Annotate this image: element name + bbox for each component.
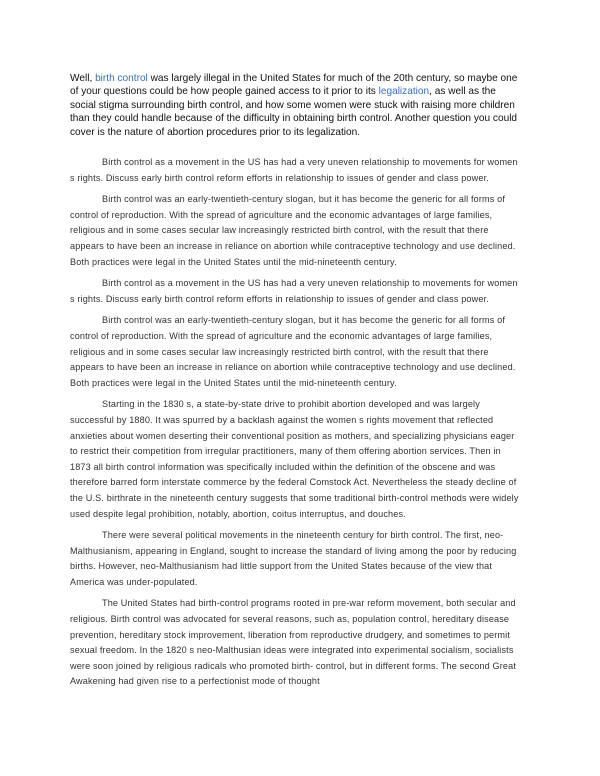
intro-paragraph bbox=[70, 72, 524, 139]
legalization-link[interactable]: legalization bbox=[378, 86, 430, 98]
body-paragraph: Starting in the 1830 s, a state-by-state drive to prohibit abortion developed and was largely successful by 1880. It was spurred by a backlash against the women s rights movement that reflected anxieties about women deserting their conventional position as mothers, and specializing physicians eager to restrict their competition from irregular practitioners, many of them offering abortion services. Then in 1873 all birth control information was specifically included within the definition of the obscene and was therefore barred form interstate commerce by the federal Comstock Act. Nevertheless the steady decline of the U.S. birthrate in the nineteenth century suggests that some traditional birth-control methods were widely used despite legal prohibition, notably, abortion, coitus interruptus, and douches. bbox=[70, 399, 519, 519]
body-paragraph: Birth control was an early-twentieth-century slogan, but it has become the generic for all forms of control of reproduction. With the spread of agriculture and the economic advantages of large families, religious and in some cases secular law increasingly restricted birth control, with the result that there appears to have been an increase in reliance on abortion while contraceptive technology and use declined. Both practices were legal in the United States until the mid-nineteenth century. bbox=[70, 315, 516, 388]
intro-text-1: Well, bbox=[70, 73, 96, 84]
intro-text-3: , as well as the social stigma surrounding birth control, and how some women were stuck with raising more children than they could handle because of the difficulty in obtaining birth control. Another question you could cover is the nature of abortion procedures prior to its legalization. bbox=[70, 86, 518, 138]
body-paragraph: Birth control was an early-twentieth-century slogan, but it has become the generic for all forms of control of reproduction. With the spread of agriculture and the economic advantages of large families, religious and in some cases secular law increasingly restricted birth control, with the result that there appears to have been an increase in reliance on abortion while contraceptive technology and use declined. Both practices were legal in the United States until the mid-nineteenth century. bbox=[70, 194, 516, 267]
birth-control-link[interactable]: birth control bbox=[95, 73, 148, 84]
intro-text-2: was largely illegal in the United States for much of the 20th century, so maybe one of your questions could be how people gained access to it prior to its bbox=[70, 73, 518, 98]
body-paragraph: Birth control as a movement in the US has had a very uneven relationship to movements for women s rights. Discuss early birth control reform efforts in relationship to issues of gender and class power. bbox=[70, 278, 518, 304]
body-paragraph: The United States had birth-control programs rooted in pre-war reform movement, both secular and religious. Birth control was advocated for several reasons, such as, population control, hereditary disease prevention, hereditary stock improvement, liberation from reproductive drudgery, and sometimes to permit sexual freedom. In the 1820 s neo-Malthusian ideas were integrated into experimental socialism, socialists were soon joined by religious radicals who promoted birth- control, but in different forms. The second Great Awakening had given rise to a perfectionist mode of thought bbox=[70, 598, 517, 687]
body-paragraph: Birth control as a movement in the US has had a very uneven relationship to movements for women s rights. Discuss early birth control reform efforts in relationship to issues of gender and class power. bbox=[70, 157, 518, 183]
body-paragraph: There were several political movements in the nineteenth century for birth control. The first, neo-Malthusianism, appearing in England, sought to increase the standard of living among the poor by reducing births. However, neo-Malthusianism had little support from the United States because of the view that America was under-populated. bbox=[70, 530, 517, 587]
